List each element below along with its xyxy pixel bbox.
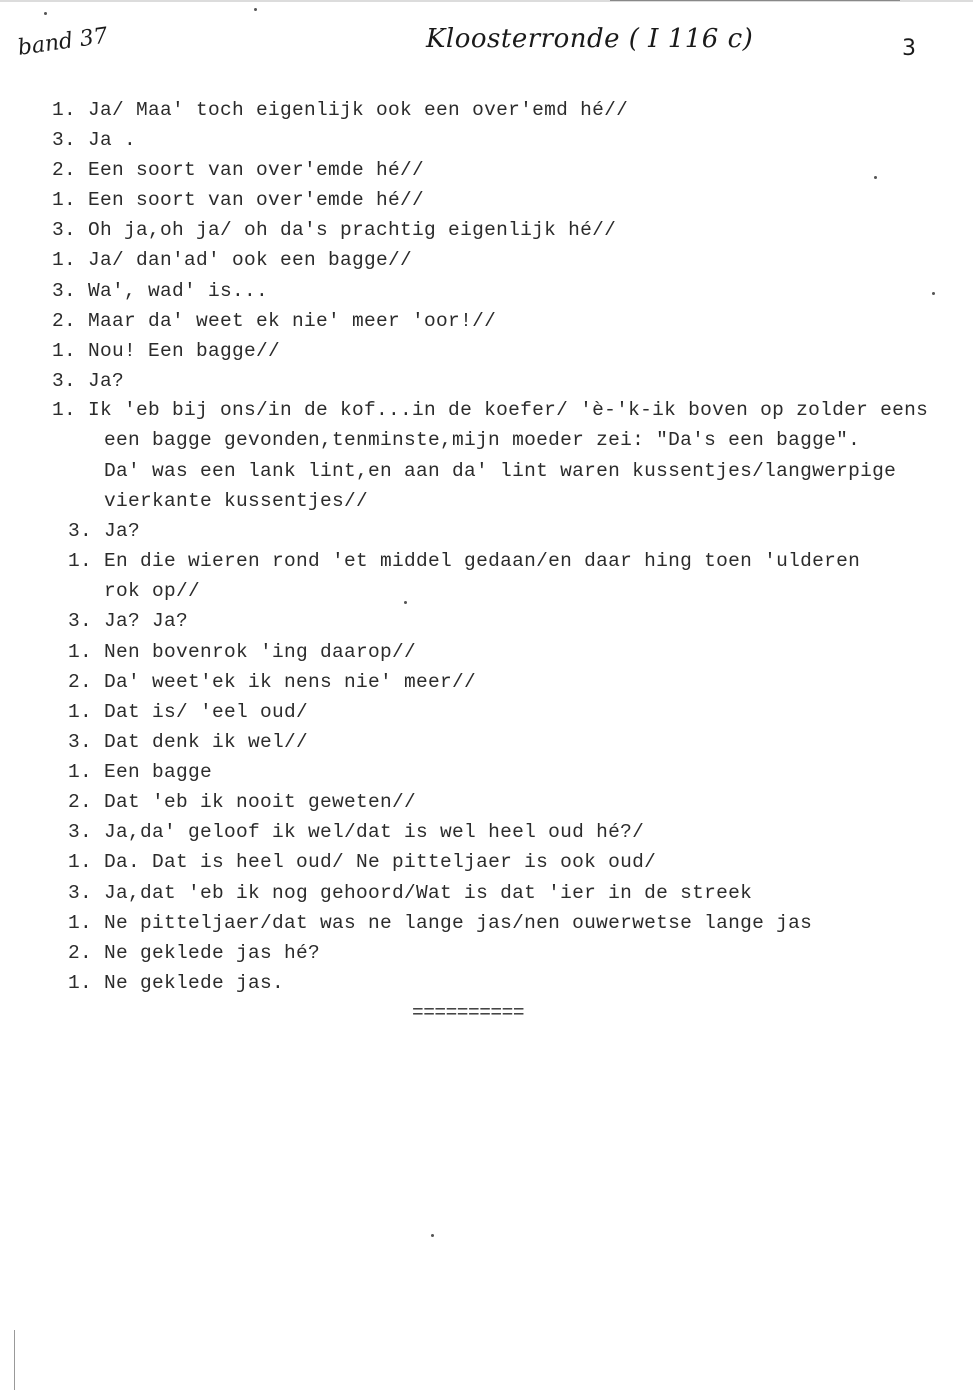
scan-speck	[874, 176, 877, 179]
scan-speck	[431, 1234, 434, 1237]
transcript-line: 1. Ne pitteljaer/dat was ne lange jas/nen ouwerwetse lange jas	[68, 912, 813, 934]
scan-speck	[404, 601, 407, 604]
transcript-line: 3. Ja,dat 'eb ik nog gehoord/Wat is dat 'ier in de streek	[68, 882, 753, 904]
transcript-line: 1. Ja/ Maa' toch eigenlijk ook een over'emd hé//	[52, 99, 629, 121]
transcript-line: 3. Ja?	[68, 520, 141, 542]
scan-speck	[254, 8, 257, 11]
band-annotation: band 37	[16, 23, 110, 61]
transcript-line: vierkante kussentjes//	[104, 490, 369, 512]
transcript-line: 2. Dat 'eb ik nooit geweten//	[68, 791, 417, 813]
transcript-line: 1. Ik 'eb bij ons/in de kof...in de koefer/ 'è-'k-ik boven op zolder eens	[52, 399, 929, 421]
transcript-line: 3. Oh ja,oh ja/ oh da's prachtig eigenlijk hé//	[52, 219, 617, 241]
transcript-line: 2. Maar da' weet ek nie' meer 'oor!//	[52, 310, 497, 332]
transcript-line: 1. Ja/ dan'ad' ook een bagge//	[52, 249, 413, 271]
end-separator: ==========	[412, 1002, 525, 1024]
transcript-line: 1. Een bagge	[68, 761, 213, 783]
scan-speck	[932, 292, 935, 295]
transcript-line: 3. Ja?	[52, 370, 125, 392]
transcript-line: 1. Ne geklede jas.	[68, 972, 285, 994]
transcript-line: 2. Een soort van over'emde hé//	[52, 159, 425, 181]
page-number: 3	[902, 36, 916, 61]
transcript-line: rok op//	[104, 580, 201, 602]
transcript-line: 1. En die wieren rond 'et middel gedaan/en daar hing toen 'ulderen	[68, 550, 861, 572]
transcript-line: 3. Wa', wad' is...	[52, 280, 269, 302]
transcript-line: 3. Dat denk ik wel//	[68, 731, 309, 753]
transcript-line: 1. Nen bovenrok 'ing daarop//	[68, 641, 417, 663]
transcript-line: 1. Dat is/ 'eel oud/	[68, 701, 309, 723]
transcript-line: 3. Ja,da' geloof ik wel/dat is wel heel oud hé?/	[68, 821, 645, 843]
transcript-line: 1. Da. Dat is heel oud/ Ne pitteljaer is ook oud/	[68, 851, 657, 873]
transcript-line: 1. Nou! Een bagge//	[52, 340, 281, 362]
scan-speck	[44, 12, 47, 15]
transcript-line: 3. Ja? Ja?	[68, 610, 189, 632]
transcript-line: 2. Ne geklede jas hé?	[68, 942, 321, 964]
transcript-line: 1. Een soort van over'emde hé//	[52, 189, 425, 211]
handwritten-title: Kloosterronde ( I 116 c)	[426, 24, 754, 54]
transcript-line: Da' was een lank lint,en aan da' lint waren kussentjes/langwerpige	[104, 460, 897, 482]
transcript-line: 3. Ja .	[52, 129, 137, 151]
transcript-line: 2. Da' weet'ek ik nens nie' meer//	[68, 671, 477, 693]
transcript-line: een bagge gevonden,tenminste,mijn moeder zei: "Da's een bagge".	[104, 429, 861, 451]
